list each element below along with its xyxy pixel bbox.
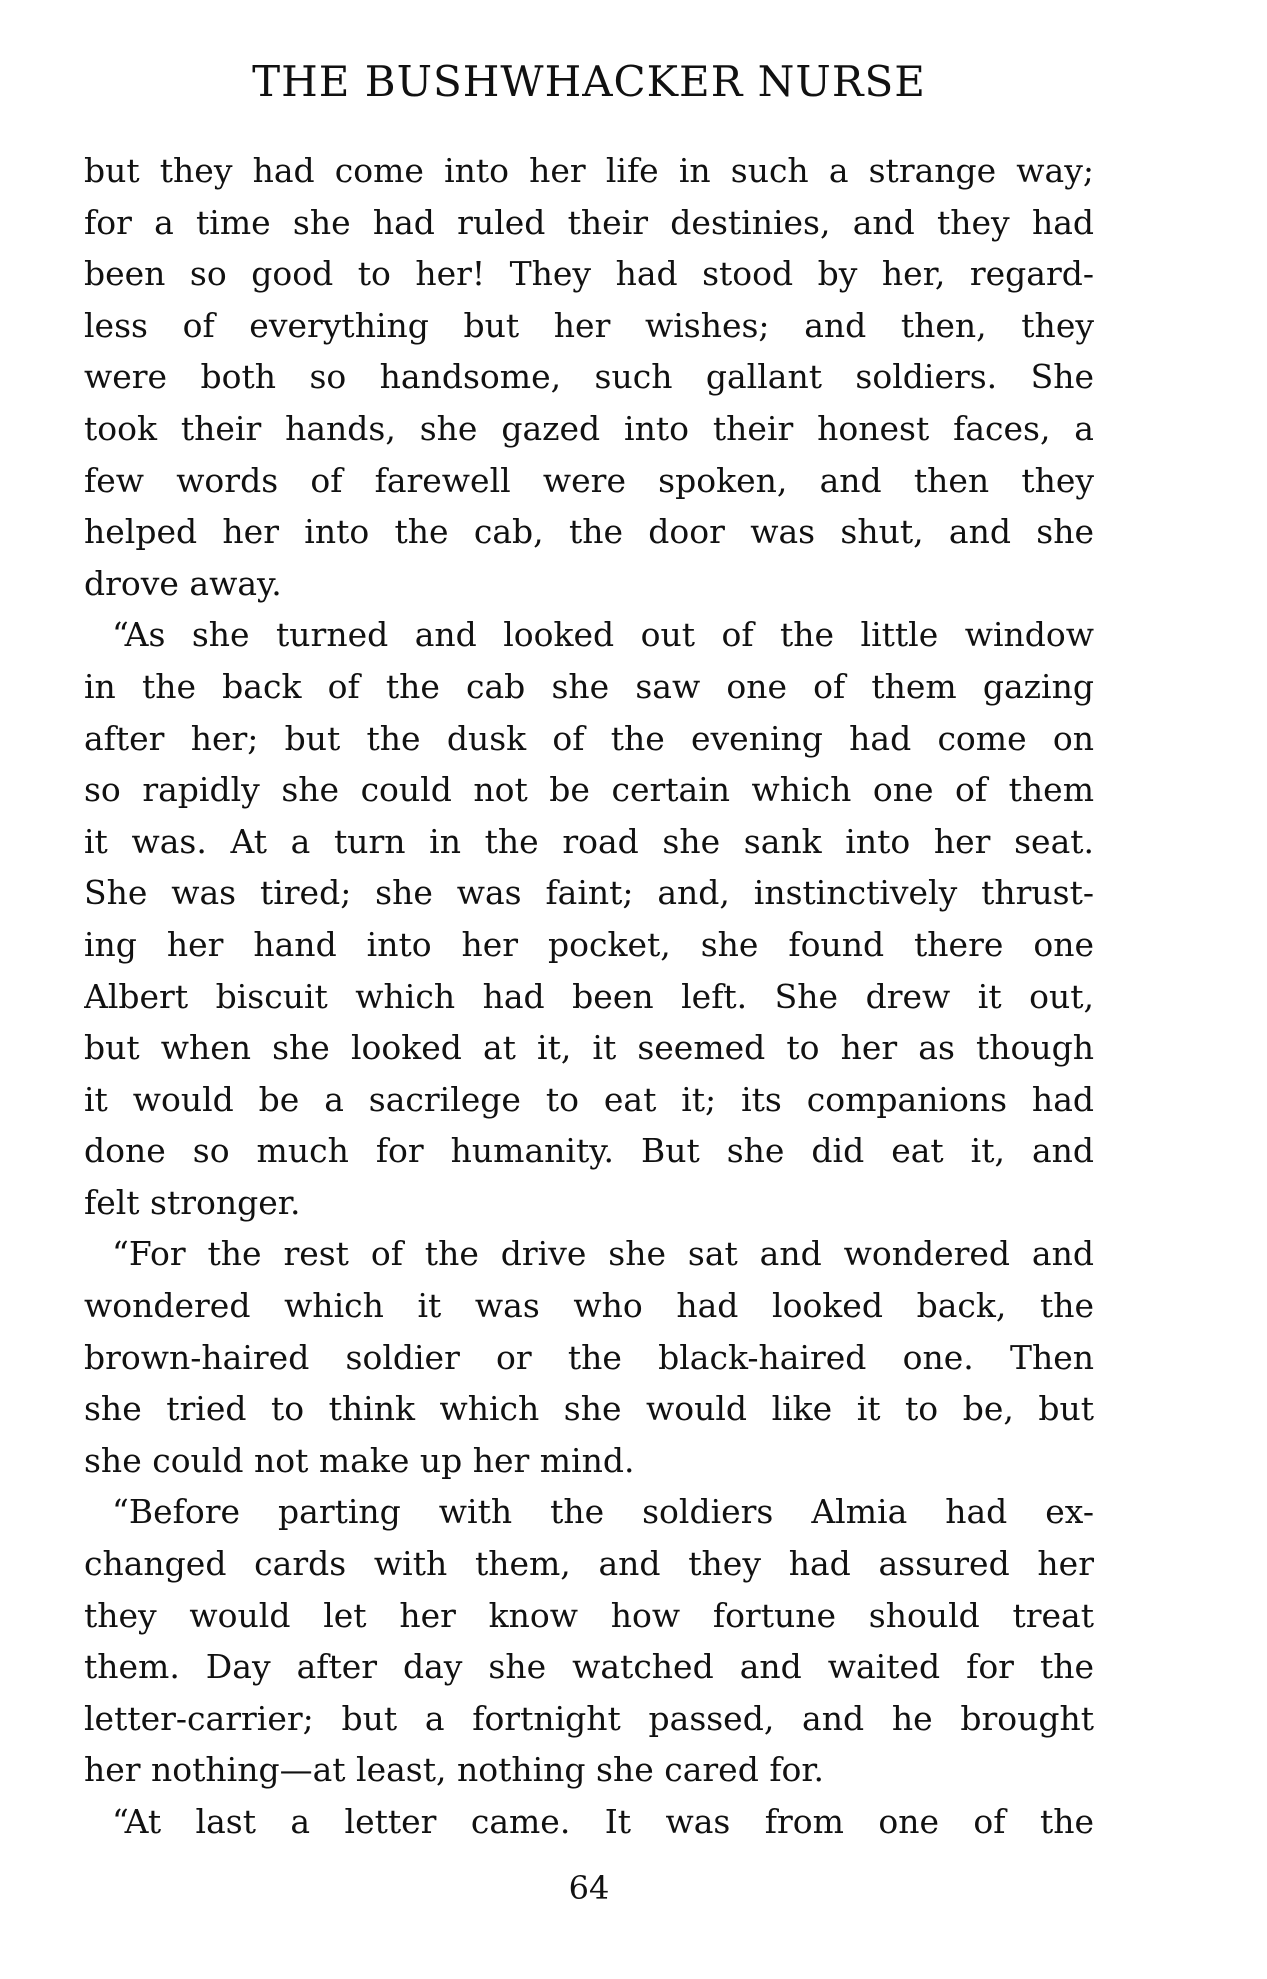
text-line: she tried to think which she would like it to be, but [84, 1389, 1094, 1429]
text-line: “At last a letter came. It was from one of the [112, 1802, 1094, 1841]
text-line: it would be a sacrilege to eat it; its companions had [84, 1079, 1094, 1119]
text-line: “Before parting with the soldiers Almia had ex- [112, 1492, 1094, 1532]
text-line: ing her hand into her pocket, she found there one [84, 924, 1094, 964]
text-line: felt stronger. [84, 1182, 301, 1222]
text-line: She was tired; she was faint; and, instinctively thrust- [84, 873, 1094, 913]
text-line: were both so handsome, such gallant soldiers. She [84, 357, 1094, 397]
text-line: done so much for humanity. But she did eat it, and [84, 1131, 1094, 1171]
running-head: THE BUSHWHACKER NURSE [252, 57, 926, 106]
paragraph [84, 1796, 1094, 1848]
text-line: took their hands, she gazed into their honest faces, a [84, 408, 1094, 448]
text-line: but they had come into her life in such a strange way; [84, 151, 1094, 190]
text-line: less of everything but her wishes; and then, they [84, 305, 1094, 345]
page-number: 64 [568, 1869, 610, 1907]
paragraph [84, 1486, 1094, 1796]
text-line: they would let her know how fortune should treat [84, 1595, 1094, 1635]
text-line: “As she turned and looked out of the little window [112, 615, 1094, 655]
text-line: after her; but the dusk of the evening had come on [84, 718, 1094, 758]
text-line: helped her into the cab, the door was shut, and she [84, 512, 1094, 552]
text-line: her nothing—at least, nothing she cared for. [84, 1750, 825, 1790]
text-line: wondered which it was who had looked back, the [84, 1286, 1094, 1326]
paragraph [84, 145, 1094, 609]
text-line: changed cards with them, and they had assured her [84, 1544, 1094, 1584]
text-line: it was. At a turn in the road she sank into her seat. [84, 821, 1094, 861]
text-line: so rapidly she could not be certain which one of them [84, 770, 1094, 810]
body-text [84, 145, 1094, 1848]
text-line: but when she looked at it, it seemed to her as though [84, 1028, 1094, 1068]
text-line: been so good to her! They had stood by her, regard- [84, 254, 1094, 294]
text-line: in the back of the cab she saw one of them gazing [84, 666, 1094, 706]
paragraph [84, 1228, 1094, 1486]
text-line: them. Day after day she watched and waited for the [84, 1647, 1094, 1687]
text-line: she could not make up her mind. [84, 1440, 635, 1480]
text-line: few words of farewell were spoken, and then they [84, 460, 1094, 500]
text-line: letter-carrier; but a fortnight passed, and he brought [84, 1698, 1094, 1738]
paragraph [84, 609, 1094, 1228]
text-line: drove away. [84, 563, 282, 603]
text-line: “For the rest of the drive she sat and wondered and [112, 1234, 1094, 1274]
text-line: Albert biscuit which had been left. She drew it out, [84, 976, 1094, 1016]
text-line: for a time she had ruled their destinies, and they had [84, 202, 1094, 242]
text-line: brown-haired soldier or the black-haired one. Then [84, 1337, 1094, 1377]
